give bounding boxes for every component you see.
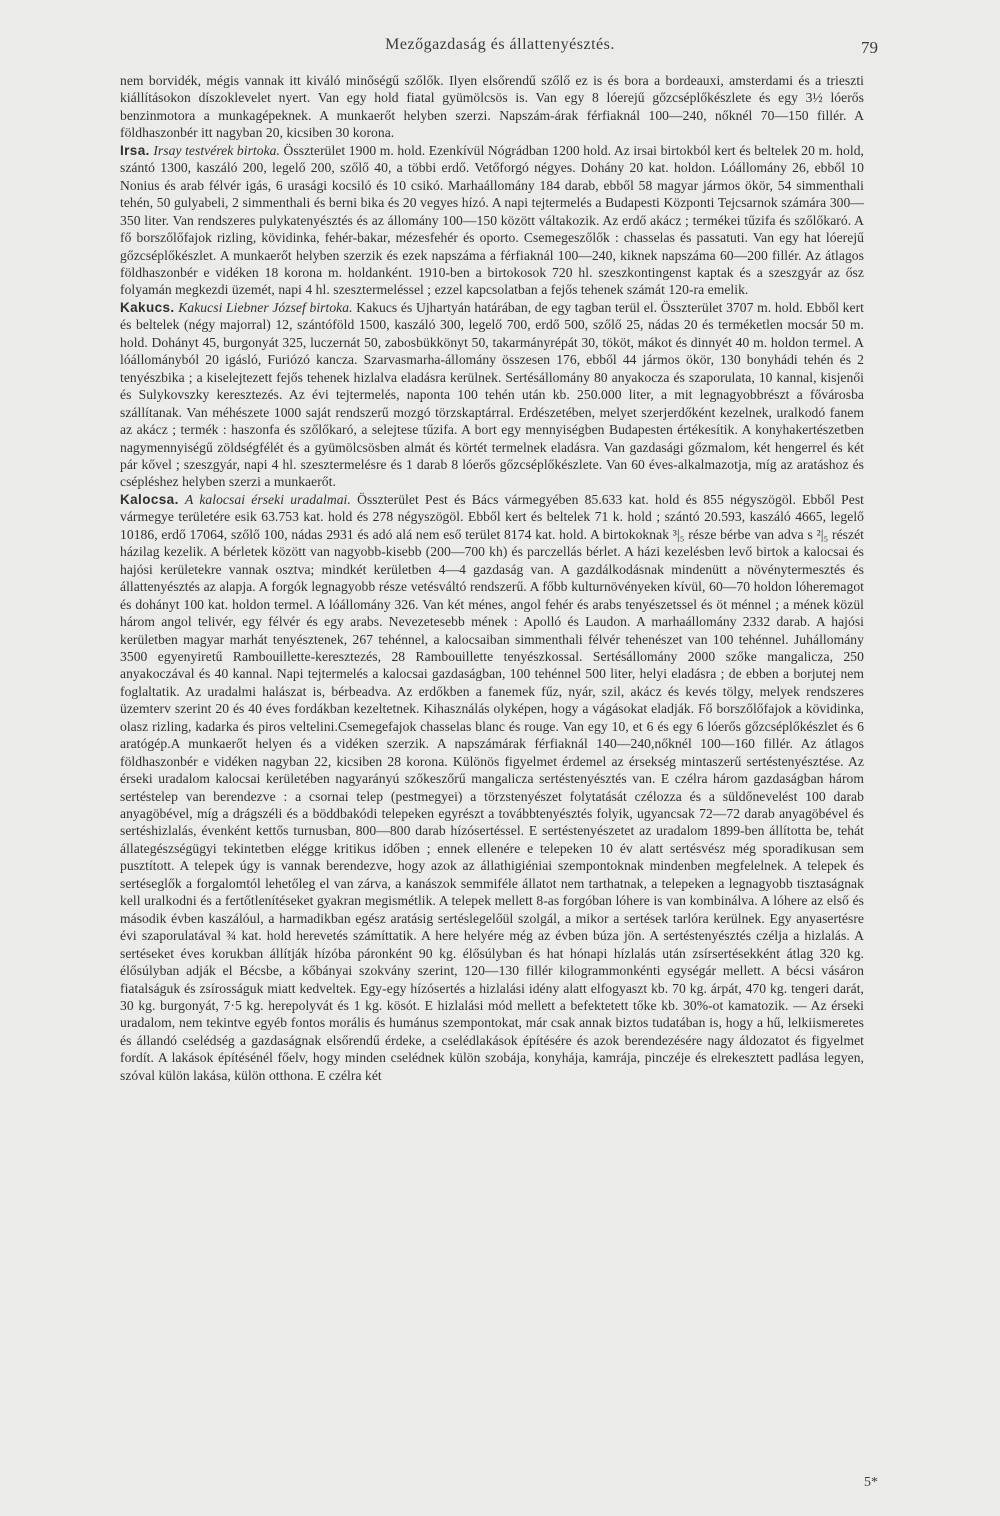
- paragraph-text: Összterület Pest és Bács vármegyében 85.633 kat. hold és 855 négyszögöl. Ebből Pest vármegye területére esik 63.753 kat. hold és 278 négyszögöl. Ebből kert és beltelek 71 k. hold ; szántó 20.593, kaszáló 4665, legelő 10186, erdő 17064, szőlő 100, nádas 2931 és adó alá nem eső terület 8174 kat. hold. A birtokoknak ³|₅ része bérbe van adva s ²|₅ részét házilag kezelik. A bérletek között van nagyobb-kisebb (200—700 kh) és parczellás bérlet. A házi kezelésben levő birtok a kalocsai és hajósi kerületekre vannak osztva; mindkét kerületben 4—4 gazdaság van. A gazdálkodásnak mindenütt a növénytermesztés és állattenyésztés az alapja. A forgók legnagyobb része vetésváltó rendszerű. A főbb kulturnövényeken kívül, 60—70 holdon lóheremagot és dohányt 100 kat. holdon termel. A lóállomány 326. Van két ménes, angol fehér és arabs tenyészetssel és öt ménnel ; a mének közül három angol telivér, egy félvér és egy arabs. Nevezetesebb mének : Apolló és Laudon. A marhaállomány 2332 darab. A hajósi kerületben magyar marhát tenyésztenek, 267 tehénnel, a kalocsaiban simmenthali félvér tehenészet van 100 tehénnel. Juhállomány 3500 egyenyiretű Rambouillette-keresztezés, 28 Rambouillette tenyészkossal. Sertésállomány 2000 szőke mangalicza, 250 anyakoczával és 40 kannal. Napi tejtermelés a kalocsai gazdaságban, 100 tehénnel 500 liter, helyi eladásra ; de ebben a borjutej nem foglaltatik. Az uradalmi halászat is, bérbeadva. Az erdőkben a fanemek fűz, nyár, szil, akácz és kevés tölgy, melyek rendszeres üzemterv szerint 20 és 40 éves fordákban kezeltetnek. Kihasználás olyképen, hogy a vágásokat eladják. Fő borszőlőfajok a kövidinka, olasz rizling, kadarka és piros veltelini.Csemegefajok chasselas blanc és rouge. Van egy 10, et 6 és egy 6 lóerős gőzcséplőkészlet és 6 aratógép.A munkaerőt helyen és a vidéken szerzik. A napszámárak férfiaknál 140—240,nőknél 100—160 fillér. Az átlagos földhaszonbér e vidéken nagyban 22, kicsiben 28 korona. Különös figyelmet érdemel az érsekség mintaszerű sertéstenyésztése. Az érseki uradalom kalocsai kerületében nagyarányú szőkeszőrű mangalicza sertéstenyésztés van. E czélra három gazdaságban három sertéstelep van berendezve : a csornai telep (pestmegyei) a törzstenyészet folytatását czélozza és a süldőnevelést 100 darab anyagöbével, míg a drágszéli és a böddbakódi telepeken egyrészt a továbbtenyésztés folyik, ugyancsak 72—72 darab anyagöbével és sertéshizlalás, évenként kettős turnusban, 800—800 darab hízósertéssel. E sertéstenyészetet az uradalom 1899-ben állította be, tehát állategészségügyi tekintetben elégge kritikus időben ; ennek ellenére e telepeken 10 év alatt sertésvész még sporadikusan sem pusztított. A telepek úgy is vannak berendezve, hogy azok az állathigiéniai szempontoknak mindenben megfelelnek. A telepek és sertéseglők a forgalomtól lehetőleg el van zárva, a kanászok semmiféle állatot nem tarthatnak, a telepeken a legnagyobb tisztaságnak kell uralkodni és a fertőtlenítéseket gyakran megismétlik. A telepek mellett 8-as forgóban lóhere is van kombinálva. A lóhere az első és második évben kaszálóul, a harmadikban egész aratásig sertéslegelőül szolgál, a mikor a sertések tarlóra kerülnek. Egy anyasertésre évi szaporulatával ¾ kat. hold herevetés számíttatik. A here helyére még az évben búza jön. A sertéstenyésztés czélja a hizlalás. A sertéseket éves korukban állítják hízóba páronként 90 kg. élősúlyban és hat hónapi hízlalás után zsírsertésekként átlag 320 kg. élősúlyban adják el Bécsbe, a kőbányai szokvány szerint, 120—130 fillér kilogrammonkénti egységár mellett. A bécsi vásáron fiatalságuk és zsírosságuk miatt kedveltek. Egy-egy hízósertés a hizlalási idény alatt elfogyaszt kb. 70 kg. árpát, 470 kg. tengeri darát, 30 kg. burgonyát, 7·5 kg. herepolyvát és 1 kg. kösót. E hizlalási mód mellett a befektetett tőke kb. 30%-ot kamatozik. — Az érseki uradalom, nem tekintve egyéb fontos morális és humánus szempontokat, már csak annak biztos tudatában is, hogy a hű, lelkiismeretes és állandó cselédség a gazdaságnak elsőrendű érdeke, a cselédlakások építésére és azok berendezésére nagy áldozatot és figyelmet fordít. A lakások építésénél főelv, hogy minden cselédnek külön szobája, konyhája, kamrája, pinczéje és elrekesztett padlása legyen, szóval külön lakása, külön otthona. E czélra két: [120, 491, 864, 1083]
- estate-name: A kalocsai érseki uradalmai.: [184, 491, 351, 507]
- paragraph-text: Kakucs és Ujhartyán határában, de egy tagban terül el. Összterület 3707 m. hold. Ebből kert és beltelek (négy majorral) 12, szántóföld 1500, kaszáló 300, legelő 700, erdő 500, szőlő 25, nádas 20 és terméketlen mocsár 50 m. hold. Dohányt 45, burgonyát 325, luczernát 50, zabosbükkönyt 50, takarmányrépát 30, tököt, mákot és dinnyét 40 m. holdon termel. A lóállományból 20 igásló, Furiózó kancza. Szarvasmarha-állomány összesen 176, ebből 44 jármos ökör, 130 bonyhádi tehén és 2 tenyészbika ; a kiselejtezett fejős tehenek hizlalva eladásra kerülnek. Sertésállomány 80 anyakocza és szaporulata, 10 kannal, kisjenői és Sulykovszky keresztezés. Az évi tejtermelés, naponta 100 tehén után kb. 250.000 liter, a mit legnagyobbrészt a fővárosba szállítanak. Van méhészete 1000 saját rendszerű mozgó törzskaptárral. Erdészetében, melyet szerjerdőként kezelnek, uralkodó fanem az akácz ; termék : haszonfa és szőlőkaró, a selejtese tűzifa. A bort egy mennyiségben Budapesten értékesítik. A konyhakertészetben nagymennyiségű zöldségfélét és a gyümölcsösben almát és körtét termelnek eladásra. Van gazdasági gőzmalom, két hengerrel és két pár kővel ; szeszgyár, napi 4 hl. szesztermelésre és 1 darab 8 lóerős gőzcséplőkészlete. Van 60 éves-alkalmazotja, míg az aratáshoz és csépléshez helyben szerzi a munkaerőt.: [120, 299, 865, 490]
- place-name: Irsa.: [120, 142, 150, 158]
- place-name: Kalocsa.: [120, 491, 179, 507]
- estate-name: Irsay testvérek birtoka.: [153, 142, 280, 158]
- paragraph-text: Összterület 1900 m. hold. Ezenkívül Nógrádban 1200 hold. Az irsai birtokból kert és beltelek 20 m. hold, szántó 1300, kaszáló 200, legelő 200, szőlő 40, a többi erdő. Vetőforgó négyes. Dohány 20 kat. holdon. Lóállomány 26, ebből 10 Nonius és arab félvér igás, 6 urasági kocsiló és 10 csikó. Marhaállomány 184 darab, ebből 58 magyar jármos ökör, 54 simmenthali tehén, 50 gulyabeli, 2 simmenthali és berni bika és 20 vegyes hízó. A napi tejtermelés a Budapesti Központi Tejcsarnok számára 300—350 liter. Van rendszeres pulykatenyésztés és az állomány 100—150 között váltakozik. Az erdő akácz ; termékei tűzifa és szőlőkaró. A fő borszőlőfajok rizling, kövidinka, fehér-bakar, mézesfehér és oporto. Csemegeszőlők : chasselas és passatuti. Van egy hat lóerejű gőzcséplőkészlet. A munkaerőt helyben szerzik és ezek napszáma a férfiaknál 100—240, kiknek napszáma 60—200 fillér. Az átlagos földhaszonbér e vidéken 18 korona m. holdanként. 1910-ben a birtokosok 720 hl. szeszkontingenst kaptak és a szeszgyár az ősz folyamán megkezdi üzemét, napi 4 hl. szesztermeléssel ; ezzel kapcsolatban a fejős tehenek számát 120-ra emelik.: [120, 142, 864, 298]
- paragraph-continuation: [120, 72, 864, 142]
- running-title: Mezőgazdaság és állattenyésztés.: [385, 36, 615, 53]
- signature-mark: 5*: [864, 1475, 878, 1490]
- entry-kalocsa: [120, 491, 864, 1084]
- entry-irsa: [120, 142, 864, 299]
- text-column: [120, 72, 864, 1084]
- estate-name: Kakucsi Liebner József birtoka.: [178, 299, 353, 315]
- page-number: 79: [861, 38, 878, 57]
- place-name: Kakucs.: [120, 299, 175, 315]
- entry-kakucs: [120, 299, 864, 491]
- paragraph-text: nem borvidék, mégis vannak itt kiváló minőségű szőlők. Ilyen elsőrendű szőlő ez is és bora a bordeauxi, amsterdami és a trieszti kiállításokon díszoklevelet nyert. Van egy hold fiatal gyümölcsös is. Van egy 8 lóerejű gőzcséplőkészlete és egy 3½ lóerős benzinmotora a munkagépeknek. A munkaerőt helyben szerzi. Napszám-árak férfiaknál 100—240, nőknél 70—150 fillér. A földhaszonbér itt nagyban 20, kicsiben 30 korona.: [120, 73, 864, 141]
- page-header: [0, 36, 1000, 60]
